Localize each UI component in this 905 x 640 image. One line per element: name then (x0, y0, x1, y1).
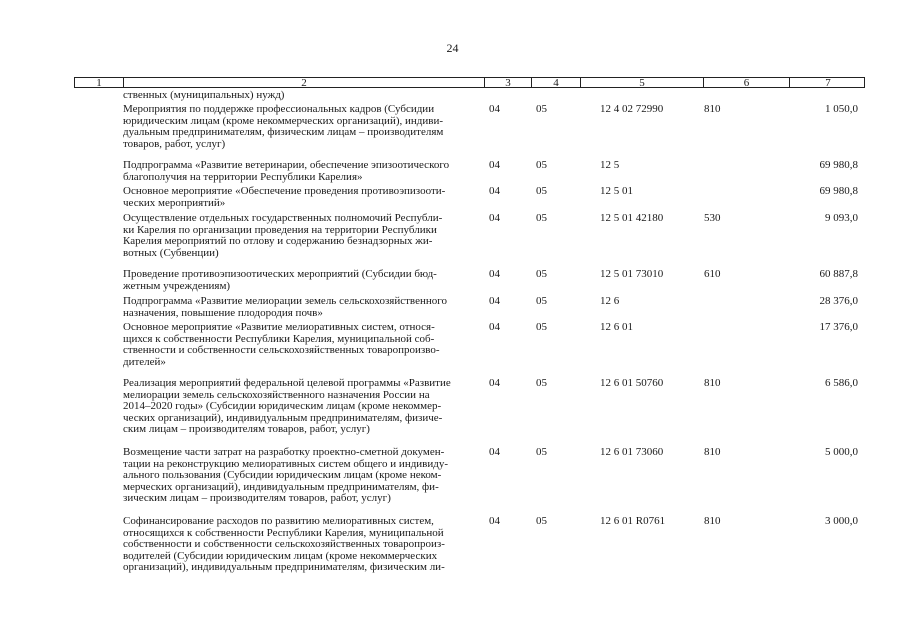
row-code: 12 6 01 50760 (600, 377, 664, 389)
row-amount: 60 887,8 (819, 268, 858, 280)
row-code: 12 5 (600, 159, 620, 171)
row-description: Софинансирование расходов по развитию мелиоративных систем, относящихся к собственности Республики Карелия, муниципальной собственности и собственности сельскохозяйственных товаропроиз- водителей (Субсидии юридическим лицам (кроме некоммерческих организаций), индивидуальным предпринимателям, физическим ли- (123, 515, 445, 573)
header-col-4: 4 (532, 78, 581, 87)
row-col-4: 05 (536, 515, 547, 527)
row-amount: 9 093,0 (825, 212, 858, 224)
row-amount: 6 586,0 (825, 377, 858, 389)
row-col-3: 04 (489, 321, 500, 333)
row-description: Основное мероприятие «Обеспечение проведения противоэпизооти- ческих мероприятий» (123, 185, 446, 209)
row-col-3: 04 (489, 377, 500, 389)
row-code: 12 6 01 73060 (600, 446, 664, 458)
row-col-3: 04 (489, 103, 500, 115)
row-col-6: 810 (704, 377, 721, 389)
row-code: 12 5 01 (600, 185, 633, 197)
row-col-6: 810 (704, 515, 721, 527)
row-col-3: 04 (489, 446, 500, 458)
table-header (74, 77, 865, 88)
row-col-6: 610 (704, 268, 721, 280)
row-col-6: 810 (704, 446, 721, 458)
header-col-6: 6 (704, 78, 790, 87)
row-col-4: 05 (536, 321, 547, 333)
row-description: Реализация мероприятий федеральной целевой программы «Развитие мелиорации земель сельскохозяйственного назначения России на 2014–2020 годы» (Субсидии юридическим лицам (кроме некоммер- ческих организаций), индивидуальным предпринимателям, физиче- ским лицам – производителям товаров, работ, услуг) (123, 377, 451, 435)
row-col-3: 04 (489, 295, 500, 307)
row-description: Подпрограмма «Развитие ветеринарии, обеспечение эпизоотического благополучия на территории Республики Карелия» (123, 159, 450, 183)
row-amount: 69 980,8 (819, 159, 858, 171)
header-col-5: 5 (581, 78, 704, 87)
row-code: 12 6 01 R0761 (600, 515, 666, 527)
header-col-2: 2 (124, 78, 485, 87)
row-code: 12 5 01 73010 (600, 268, 664, 280)
row-col-6: 530 (704, 212, 721, 224)
row-description: Возмещение части затрат на разработку проектно-сметной докумен- тации на реконструкцию мелиоративных систем общего и индивиду- ального пользования (Субсидии юридическим лицам (кроме неком- мерческих организаций), индивидуальным предпринимателям, фи- зическим лицам – производителям товаров, работ, услуг) (123, 446, 449, 504)
row-col-3: 04 (489, 268, 500, 280)
row-col-4: 05 (536, 377, 547, 389)
row-col-3: 04 (489, 185, 500, 197)
row-description: Подпрограмма «Развитие мелиорации земель сельскохозяйственного назначения, повышение плодородия почв» (123, 295, 447, 319)
row-col-6: 810 (704, 103, 721, 115)
row-amount: 17 376,0 (819, 321, 858, 333)
page-number: 24 (446, 41, 459, 55)
row-amount: 1 050,0 (825, 103, 858, 115)
row-col-4: 05 (536, 212, 547, 224)
continuation-text: ственных (муниципальных) нужд) (123, 89, 285, 101)
row-description: Проведение противоэпизоотических мероприятий (Субсидии бюд- жетным учреждениям) (123, 268, 437, 292)
row-col-4: 05 (536, 185, 547, 197)
row-code: 12 5 01 42180 (600, 212, 664, 224)
row-col-4: 05 (536, 295, 547, 307)
row-col-4: 05 (536, 159, 547, 171)
row-col-3: 04 (489, 515, 500, 527)
row-code: 12 4 02 72990 (600, 103, 664, 115)
row-amount: 28 376,0 (819, 295, 858, 307)
row-code: 12 6 01 (600, 321, 633, 333)
row-amount: 5 000,0 (825, 446, 858, 458)
row-col-3: 04 (489, 159, 500, 171)
row-col-4: 05 (536, 103, 547, 115)
row-description: Основное мероприятие «Развитие мелиоративных систем, относя- щихся к собственности Республики Карелия, муниципальной соб- ственности и собственности сельскохозяйственных товаропроизво- дителей» (123, 321, 440, 368)
row-description: Осуществление отдельных государственных полномочий Республи- ки Карелия по организации проведения на территории Республики Карелия мероприятий по отлову и содержанию безнадзорных жи- вотных (Субвенции) (123, 212, 443, 259)
row-amount: 3 000,0 (825, 515, 858, 527)
row-amount: 69 980,8 (819, 185, 858, 197)
row-code: 12 6 (600, 295, 620, 307)
row-col-3: 04 (489, 212, 500, 224)
row-col-4: 05 (536, 268, 547, 280)
header-col-7: 7 (825, 77, 831, 89)
row-description: Мероприятия по поддержке профессиональных кадров (Субсидии юридическим лицам (кроме некоммерческих организаций), индиви- дуальным предпринимателям, физическим лицам – производителям товаров, работ, услуг) (123, 103, 444, 150)
row-col-4: 05 (536, 446, 547, 458)
header-col-3: 3 (485, 78, 532, 87)
header-col-1: 1 (75, 78, 124, 87)
